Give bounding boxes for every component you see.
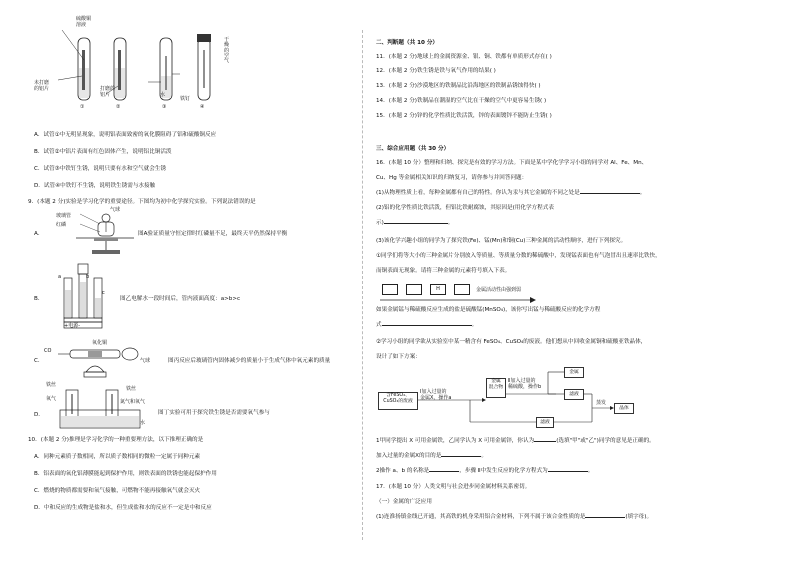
chain-arrow bbox=[380, 296, 540, 304]
tube-number-4: ④ bbox=[200, 104, 205, 110]
label-dry-air: 干 燥 的 空 气 bbox=[224, 37, 230, 64]
chain-cell-1[interactable] bbox=[382, 284, 398, 295]
tube-2 bbox=[114, 38, 126, 100]
q16-line-10-text: 式 bbox=[376, 322, 382, 328]
label-a: a bbox=[58, 274, 62, 280]
label-c: c bbox=[102, 290, 105, 296]
q16-tail-3 bbox=[376, 468, 593, 475]
q17-line-2: （一）金属的广泛应用 bbox=[376, 499, 432, 505]
test-tubes-figure bbox=[28, 10, 218, 120]
answer-blank-2[interactable] bbox=[384, 223, 448, 224]
q16-tail-3c: 。 bbox=[587, 468, 594, 474]
judge-13: 13．(本题 2 分)沙漠地区的铁制品比沿海地区的铁制品锈蚀得快( ) bbox=[376, 83, 541, 89]
answer-blank-4[interactable] bbox=[534, 441, 556, 442]
tube-3 bbox=[148, 38, 180, 100]
iron-rust-figure bbox=[52, 386, 152, 434]
chain-cell-3[interactable] bbox=[454, 284, 470, 295]
q17-line-3a: (1)连淮扬镇金线已开通，其高铁的机身采用铝合金材料，下列不属于该合金性质的是 bbox=[376, 514, 586, 520]
q9-a-marker: A． bbox=[34, 231, 44, 237]
q16-line-8: 而铜表面无现象。请将三种金属的元素符号填入下表。 bbox=[376, 268, 511, 274]
q10-option-d: D．中和反应的生成物是盐和水，但生成盐和水的反应不一定是中和反应 bbox=[34, 505, 212, 511]
q16-line-7: ①同学们将等大小的三种金属片分别放入等质量、等质量分数的稀硫酸中，发现锰表面也有气泡冒出且速率比铁快， bbox=[376, 253, 661, 259]
answer-blank-6[interactable] bbox=[429, 471, 459, 472]
label-b: b bbox=[86, 274, 90, 280]
flow-filtrate-1: 滤液 bbox=[564, 389, 584, 400]
flow-metal: 金属 bbox=[564, 367, 584, 378]
section-2-title: 二、判断题（共 10 分） bbox=[376, 40, 439, 46]
answer-blank-5[interactable] bbox=[441, 456, 481, 457]
q9-b-marker: B． bbox=[34, 296, 44, 302]
answer-blank-7[interactable] bbox=[548, 471, 588, 472]
q16-tail-2a: 加入过量的金属X的目的是 bbox=[376, 453, 442, 459]
label-gas-balloon: 气球 bbox=[140, 358, 151, 364]
q16-line-3: (1)从物理性质上看，每种金属都有自己的特性。你认为汞与其它金属的不同之处是 。 bbox=[376, 190, 646, 196]
label-cuo: 氧化铜 bbox=[92, 340, 108, 346]
label-iron-1: 铁丝 bbox=[46, 382, 57, 388]
q16-line-5: 示) 。 bbox=[376, 220, 454, 226]
judge-12: 12．(本题 2 分)铁生锈是铁与氧气作用的结果( ) bbox=[376, 68, 496, 74]
q10-option-a: A．同种元素质子数相同，所以质子数相同的微粒一定属于同种元素 bbox=[34, 454, 201, 460]
q16-line-3-text: (1)从物理性质上看，每种金属都有自己的特性。你认为汞与其它金属的不同之处是 bbox=[376, 190, 580, 196]
q17-line-3b: (填字母)。 bbox=[625, 514, 653, 520]
q16-line-10: 式 。 bbox=[376, 322, 478, 328]
q16-line-11: ②学习小组的同学欲从实验室中某一精含有 FeSO₄、CuSO₄的废液。他们想从中回收金属铜和硫酸亚铁晶体， bbox=[376, 339, 647, 345]
judge-11: 11．(本题 2 分)地球上的金属资源金、银、铜、铁都有单质形式存在( ) bbox=[376, 54, 552, 60]
q9-c-marker: C． bbox=[34, 358, 44, 364]
tube-number-1: ① bbox=[80, 104, 85, 110]
judge-15: 15．(本题 2 分)锌的化学性质比铁活泼，锌的表面镀锌不能防止生锈( ) bbox=[376, 113, 552, 119]
flow-evaporate: 蒸发 bbox=[596, 400, 607, 406]
tube-number-2: ② bbox=[116, 104, 121, 110]
flow-start: 含FeSO₄、 CuSO₄的废液 bbox=[378, 392, 418, 410]
co-reduction-figure bbox=[48, 342, 143, 382]
q16-line-9: 如果金属锰与稀硫酸反应生成的盐是硫酸锰(MnSO₄)，该你写出锰与稀硫酸反应的化学方程 bbox=[376, 307, 601, 313]
q8-option-b: B．试管②中铝片表面有红色固体产生，说明铝比铜活泼 bbox=[34, 149, 172, 155]
column-divider bbox=[362, 30, 363, 540]
section-3-title: 三、综合应用题（共 30 分） bbox=[376, 146, 450, 152]
q16-tail-1a: 1甲同学提出 X 可用金属铁，乙同学认为 X 可用金属锌，你认为 bbox=[376, 438, 535, 444]
q10-stem: 10．(本题 2 分)推理是学习化学的一种重要理方法，以下推理正确的是 bbox=[28, 437, 204, 443]
q16-tail-1 bbox=[376, 438, 655, 445]
label-red-phosphorus: 红磷 bbox=[56, 222, 67, 228]
judge-14: 14．(本题 2 分)铁制品在潮湿的空气比在干燥的空气中更容易生锈( ) bbox=[376, 98, 547, 104]
flow-step-2: Ⅱ加入过量的 稀硫酸，操作b bbox=[508, 378, 542, 390]
label-nail: 铁钉 bbox=[180, 96, 191, 102]
label-iron-2: 铁丝 bbox=[126, 386, 137, 392]
label-oxygen: 氧气 bbox=[46, 396, 57, 402]
answer-blank-3[interactable] bbox=[382, 325, 472, 326]
label-n2-o2: 氮气和氧气 bbox=[120, 399, 146, 405]
tube-1 bbox=[78, 38, 90, 100]
tube-number-3: ③ bbox=[162, 104, 167, 110]
q16-tail-2: 加入过量的金属X的目的是 。 bbox=[376, 453, 487, 459]
q16-line-2: Cu、Hg 等金属相关知识的归纳复习，请你参与并回答问题： bbox=[376, 175, 528, 181]
label-glass-tube: 玻璃管 bbox=[56, 213, 72, 219]
q9-stem: 9．(本题 2 分)实验是学习化学的重要途径。下图均为初中化学探究实验。下列说法错误的是 bbox=[28, 199, 256, 205]
q10-option-c: C．燃烧的物质都需要和氧气接触，可燃物不能再接触氧气就会灭火 bbox=[34, 488, 201, 494]
q16-tail-1b: (选填"甲"或"乙")同学的意见是正确的。 bbox=[556, 438, 655, 444]
q9-a-text: 图A验证质量守恒定律时红磷量不足，最终天平仍然保持平衡 bbox=[138, 231, 288, 237]
q9-d-text: 图丁实验可用于探究铁生锈是否需要氧气参与 bbox=[158, 410, 270, 416]
chain-arrow-label: 金属活动性由强到弱 bbox=[476, 287, 522, 293]
answer-blank-1[interactable] bbox=[580, 193, 640, 194]
flow-filtrate-2: 滤液 bbox=[536, 417, 554, 428]
label-polished: 打磨的 铝片 bbox=[100, 86, 116, 98]
q9-b-text: 图乙电解水一段时间后，管内液面高度：a>b>c bbox=[120, 296, 241, 302]
q16-tail-3a: 2操作 a、b 的名称是 bbox=[376, 468, 430, 474]
q10-option-b: B．铝表面的氧化铝薄膜能起到保护作用，则铁表面的铁锈也能起保护作用 bbox=[34, 471, 217, 477]
chain-cell-h: H bbox=[430, 284, 446, 295]
q16-line-6: (3)该化学兴趣小组的同学为了探究铁(Fe)、锰(Mn)和铜(Cu)三种金属的活动性顺序，进行下列探究。 bbox=[376, 238, 627, 244]
electrolysis-figure bbox=[52, 262, 122, 332]
q8-option-d: D．试管④中铁钉不生锈，说明铁生锈需与水接触 bbox=[34, 183, 156, 189]
label-cuso4: 硫酸铜 溶液 bbox=[76, 16, 92, 28]
label-water: 水 bbox=[160, 92, 166, 98]
q8-option-c: C．试管③中铁钉生锈，说明只要有水和空气就会生锈 bbox=[34, 166, 166, 172]
answer-blank-8[interactable] bbox=[585, 517, 625, 518]
q16-line-4: (2)铝的化学性质比铁活泼，但铝比铁耐腐蚀，其原因是(用化学方程式表 bbox=[376, 205, 554, 211]
label-unpolished: 未打磨 的铝片 bbox=[34, 80, 50, 92]
q16-line-1: 16．(本题 10 分）整理和归纳、探究是有效的学习方法。下面是某中学化学学习小组的同学对 Al、Fe、Mn、 bbox=[376, 160, 648, 166]
label-power: +电源- bbox=[64, 323, 80, 329]
q16-tail-3b: ，步骤 Ⅱ中发生反应的化学方程式为 bbox=[459, 468, 548, 474]
q17-line-3 bbox=[376, 514, 652, 521]
flow-step-1: Ⅰ加入过量的 金属X，操作a bbox=[420, 389, 452, 401]
q16-line-5-text: 示) bbox=[376, 220, 384, 226]
q9-d-marker: D． bbox=[34, 412, 44, 418]
chain-cell-2[interactable] bbox=[406, 284, 422, 295]
q9-c-text: 图丙反应后玻璃管内固体减少的质量小于生成气体中氧元素的质量 bbox=[168, 358, 331, 364]
flow-crystal: 晶体 bbox=[614, 403, 634, 414]
label-balloon: 气球 bbox=[110, 207, 121, 213]
label-co: CO bbox=[44, 348, 52, 354]
label-water-d: 水 bbox=[140, 420, 146, 426]
q17-line-1: 17．(本题 10 分）人类文明与社会进步同金属材料关系密切。 bbox=[376, 484, 531, 490]
flow-metal-mixture: 金属 混合物 bbox=[486, 378, 506, 398]
q16-line-12: 设计了如下方案： bbox=[376, 354, 421, 360]
q8-option-a: A．试管①中无明显现象，说明铝表面致密的氧化膜阻碍了铝和硫酸铜反应 bbox=[34, 132, 217, 138]
tube-4 bbox=[197, 34, 211, 100]
